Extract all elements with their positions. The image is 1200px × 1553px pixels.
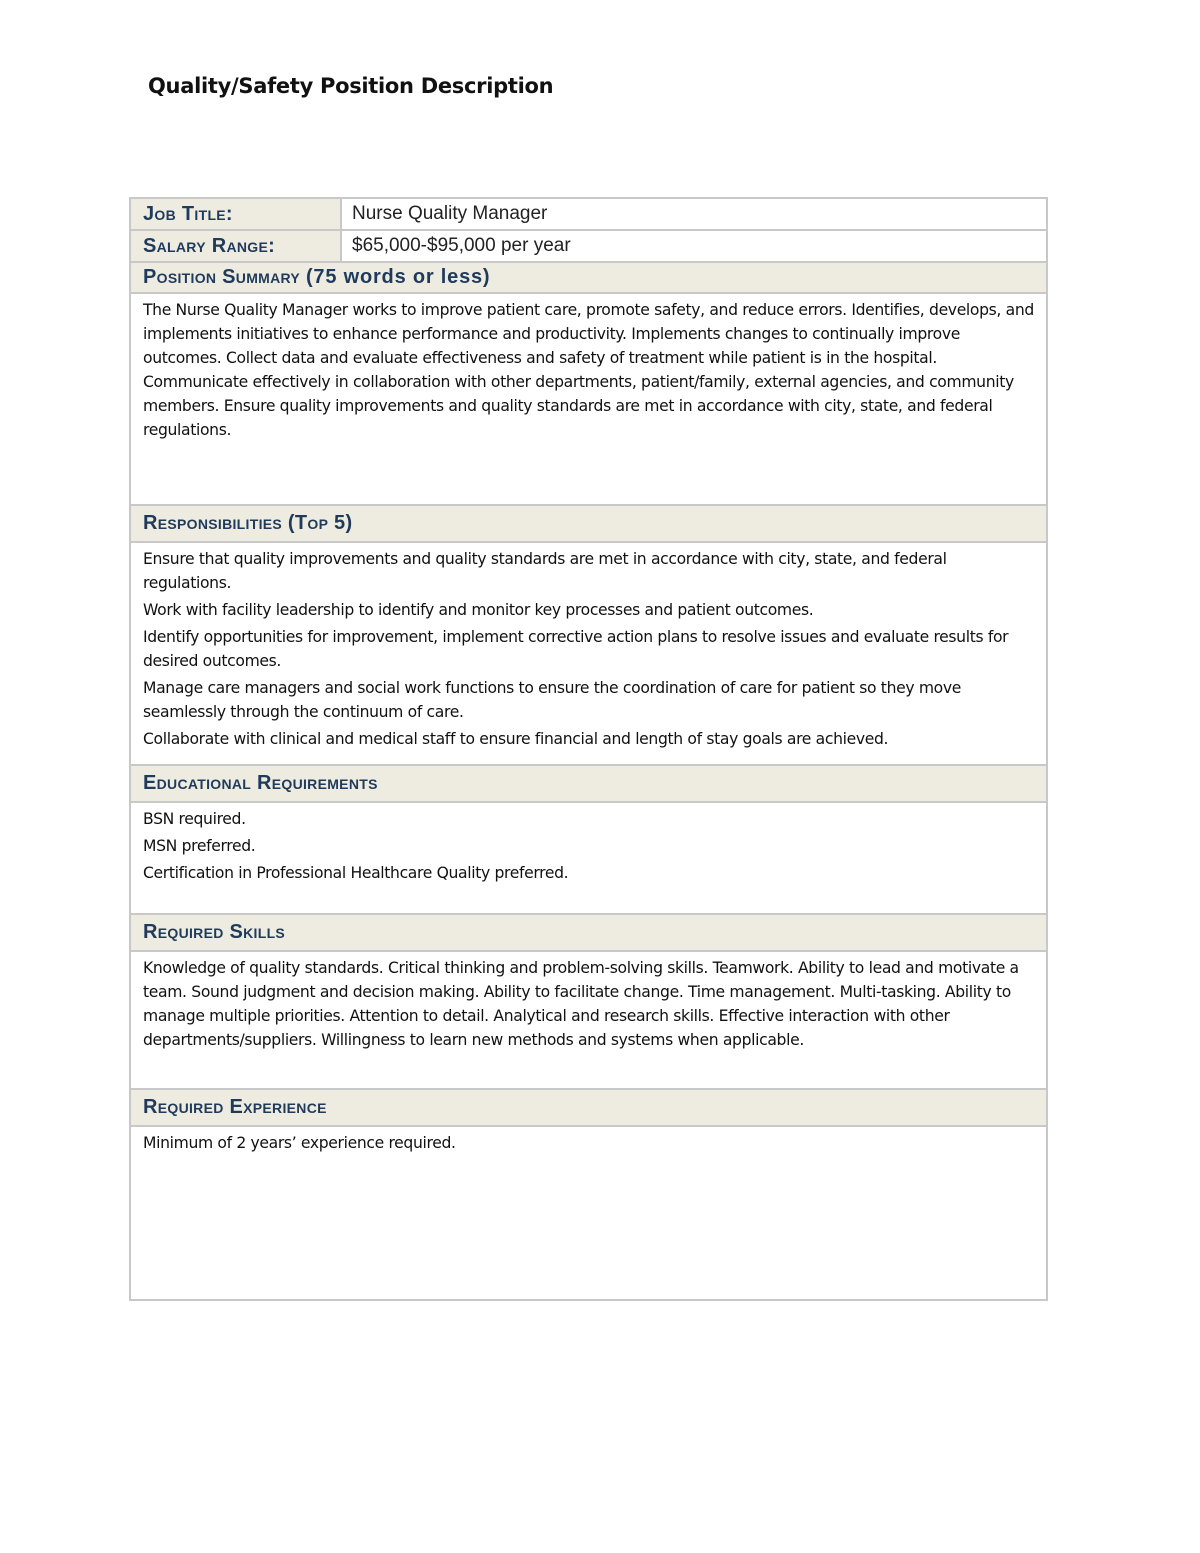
responsibilities-body-row (131, 543, 1046, 766)
responsibility-item: Collaborate with clinical and medical staff to ensure financial and length of stay goals are achieved. (143, 730, 889, 748)
educational-requirements-list (131, 803, 1046, 913)
responsibility-item: Manage care managers and social work functions to ensure the coordination of care for patient so they move seamlessly through the continuum of care. (143, 679, 961, 721)
required-skills-text: Knowledge of quality standards. Critical thinking and problem-solving skills. Teamwork. Ability to lead and motivate a team. Sound judgment and decision making. Ability to facilitate change. Time management. Multi-tasking. Ability to manage multiple priorities. Attention to detail. Analytical and research skills. Effective interaction with other departments/suppliers. Willingness to learn new methods and systems when applicable. (131, 952, 1046, 1088)
position-summary-label-suffix: (75 words or less) (305, 266, 491, 288)
responsibility-item: Ensure that quality improvements and quality standards are met in accordance with city, state, and federal regulations. (143, 550, 947, 592)
required-skills-body-row (131, 952, 1046, 1090)
job-title-label: Job Title: (131, 199, 342, 229)
educational-requirements-body-row (131, 803, 1046, 915)
position-description-form (129, 197, 1048, 1301)
responsibilities-header (131, 506, 1046, 543)
responsibilities-label: Responsibilities (Top 5) (131, 506, 1046, 541)
position-summary-header (131, 263, 1046, 294)
required-skills-header (131, 915, 1046, 952)
required-experience-body-row (131, 1127, 1046, 1299)
salary-range-row (131, 231, 1046, 263)
salary-range-label: Salary Range: (131, 231, 342, 261)
page-title: Quality/Safety Position Description (148, 74, 554, 98)
position-summary-text: The Nurse Quality Manager works to improve patient care, promote safety, and reduce errors. Identifies, develops, and implements initiatives to enhance performance and productivity. Implements changes to continually improve outcomes. Collect data and evaluate effectiveness and safety of treatment while patient is in the hospital. Communicate effectively in collaboration with other departments, patient/family, external agencies, and community members. Ensure quality improvements and quality standards are met in accordance with city, state, and federal regulations. (131, 294, 1046, 504)
educational-requirements-label: Educational Requirements (131, 766, 1046, 801)
responsibility-item: Work with facility leadership to identify and monitor key processes and patient outcomes. (143, 601, 814, 619)
responsibility-item: Identify opportunities for improvement, implement corrective action plans to resolve issues and evaluate results for desired outcomes. (143, 628, 1009, 670)
position-summary-label-text: Position Summary (143, 266, 301, 288)
required-experience-label: Required Experience (131, 1090, 1046, 1125)
educational-requirements-header (131, 766, 1046, 803)
job-title-row (131, 199, 1046, 231)
job-title-value: Nurse Quality Manager (342, 199, 1046, 229)
education-item: MSN preferred. (143, 837, 256, 855)
position-summary-label (131, 263, 1046, 292)
required-skills-label: Required Skills (131, 915, 1046, 950)
education-item: Certification in Professional Healthcare Quality preferred. (143, 864, 569, 882)
responsibilities-list (131, 543, 1046, 764)
education-item: BSN required. (143, 810, 246, 828)
salary-range-value: $65,000-$95,000 per year (342, 231, 1046, 261)
required-experience-header (131, 1090, 1046, 1127)
position-summary-body-row (131, 294, 1046, 506)
required-experience-text: Minimum of 2 years’ experience required. (131, 1127, 1046, 1299)
